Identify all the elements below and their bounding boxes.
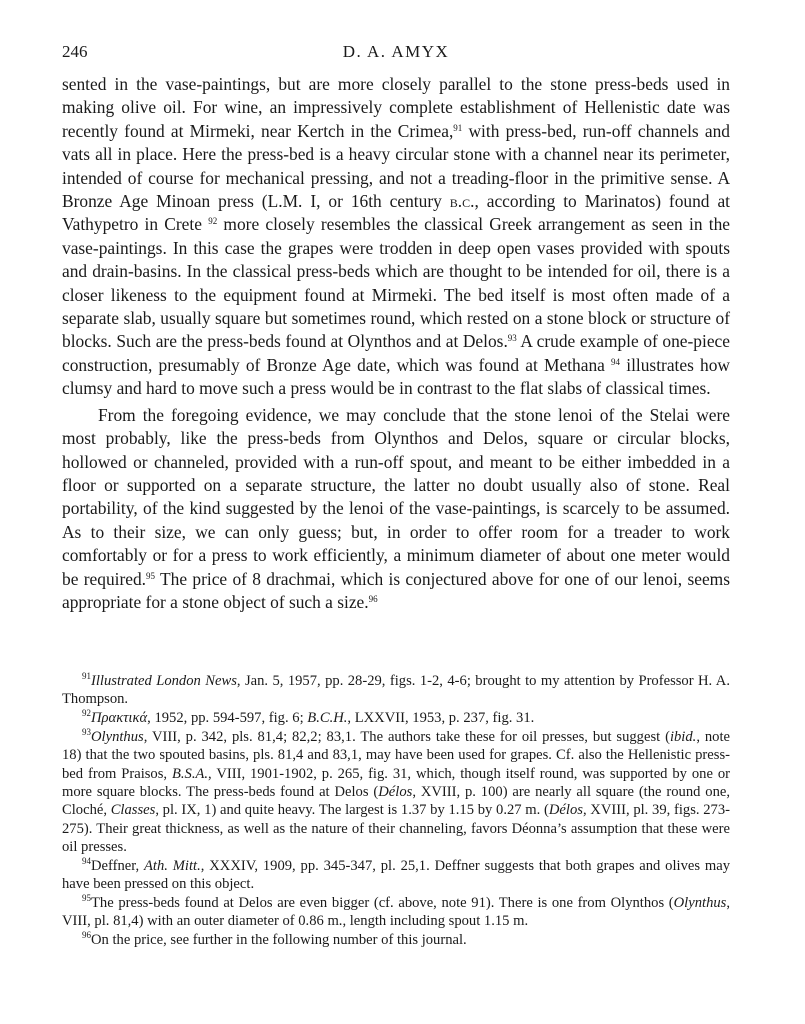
text-run: illustrates how clumsy and hard to move such a press would be in contrast to the flat slabs of classical times. [62,354,730,399]
footnote [62,672,730,709]
text-run: , VIII, 1901-1902, p. 265, fig. 31, which, though itself round, was supported by one or more square blocks. The press-beds found at Delos ( [62,765,730,800]
note-ref: 91 [82,671,91,681]
italic-text: Délos [548,802,583,819]
text-run: From the foregoing evidence, we may conclude that the stone lenoi of the Stelai were most probably, like the press-beds from Olynthos and Delos, square or circular blocks, hollowed or channeled, provided with a run-off spout, and meant to be either imbedded in a floor or supported on a separate structure, the latter no doubt usually also of stone. Real portability, of the kind suggested by the lenoi of the vase-paintings, is scarcely to be assumed. As to their size, we can only guess; but, in order to offer room for a treader to work comfortably or for a press to work efficiently, a minimum diameter of about one meter would be required. [62,404,730,589]
body-paragraph [62,73,730,401]
italic-text: B.S.A. [171,765,209,782]
note-ref: 96 [82,930,91,941]
text-run: , VIII, pl. 81,4) with an outer diameter of 0.86 m., length including spout 1.15 m. [62,894,730,930]
text-run: , pl. IX, 1) and quite heavy. The largest is 1.37 by 1.15 by 0.27 m. ( [155,802,549,819]
note-ref: 94 [82,855,91,866]
text-run: A crude example of one-piece construction, presumably of Bronze Age date, which was found at Methana [62,331,730,375]
page-number: 246 [62,42,88,61]
page-header [62,42,730,64]
italic-text: ibid. [669,729,697,746]
footnote [62,894,730,931]
footnotes [62,672,730,950]
note-ref: 93 [507,333,517,344]
text-run: On the price, see further in the following number of this journal. [91,932,467,949]
note-ref: 92 [82,708,91,719]
text-run: , 1952, pp. 594-597, fig. 6; [147,710,308,727]
running-head: D. A. AMYX [342,42,450,61]
italic-text: Illustrated London News [91,673,237,689]
italic-text: Olynthus [673,894,727,911]
text-run: Deffner, [91,857,145,874]
note-ref: 95 [146,570,156,581]
footnote [62,931,730,949]
italic-text: Délos [378,783,413,800]
footnote [62,709,730,727]
body-paragraph [62,404,730,615]
footnote [62,857,730,894]
italic-text: B.C.H. [307,710,348,727]
footnote [62,728,730,856]
text-run: , LXXVII, 1953, p. 237, fig. 31. [347,710,535,727]
note-ref: 94 [611,356,621,367]
italic-text: Ath. Mitt. [144,857,201,874]
text-run: , XVIII, p. 100) are nearly all square (the round one, Cloché, [62,783,730,819]
text-run: with press-bed, run-off channels and vats all in place. Here the press-bed is a heavy circular stone with a channel near its perimeter, intended of course for mechanical pressing, and not a treading-floor in the primitive sense. A Bronze Age Minoan press (L.M. I, or 16th century [62,120,730,212]
note-ref: 96 [368,593,378,604]
text-run: , Jan. 5, 1957, pp. 28-29, figs. 1-2, 4-6; brought to my attention by Professor H. A. Thompson. [62,673,730,708]
note-ref: 91 [453,122,463,133]
note-ref: 93 [82,727,91,738]
italic-text: Πρακτικά [91,710,148,727]
note-ref: 92 [208,216,218,227]
text-run: , note 18) that the two spouted basins, pls. 81,4 and 83,1, may have been used for grapes. Cf. also the Hellenistic press-bed from Praisos, [62,729,730,782]
text-run: sented in the vase-paintings, but are more closely parallel to the stone press-beds used in making olive oil. For wine, an impressively complete establishment of Hellenistic date was recently found at Mirmeki, near Kertch in the Crimea, [62,74,730,141]
italic-text: Olynthus [91,729,144,746]
text-run: more closely resembles the classical Greek arrangement as seen in the vase-paintings. In this case the grapes were trodden in deep open vases provided with spouts and drain-basins. In the classical press-beds which are thought to be intended for oil, there is a closer likeness to the equipment found at Mirmeki. The bed itself is most often made of a separate slab, usually square but sometimes round, which rested on a stone block or structure of blocks. Such are the press-beds found at Olynthos and at Delos. [62,214,730,352]
small-caps-text: b.c. [449,191,475,212]
body-text [62,73,730,614]
text-run: The price of 8 drachmai, which is conjectured above for one of our lenoi, seems appropriate for a stone object of such a size. [62,568,730,612]
text-run: , VIII, p. 342, pls. 81,4; 82,2; 83,1. The authors take these for oil presses, but suggest ( [143,729,670,746]
text-run: The press-beds found at Delos are even bigger (cf. above, note 91). There is one from Olynthos ( [91,894,674,911]
text-run: , XXXIV, 1909, pp. 345-347, pl. 25,1. Deffner suggests that both grapes and olives may have been pressed on this object. [62,857,730,893]
text-run: , XVIII, pl. 39, figs. 273-275). Their great thickness, as well as the nature of their channeling, favors Déonna’s assumption that these were oil presses. [62,802,730,855]
italic-text: Classes [110,802,156,819]
note-ref: 95 [82,892,91,903]
text-run: , according to Marinatos) found at Vathypetro in Crete [62,191,730,235]
